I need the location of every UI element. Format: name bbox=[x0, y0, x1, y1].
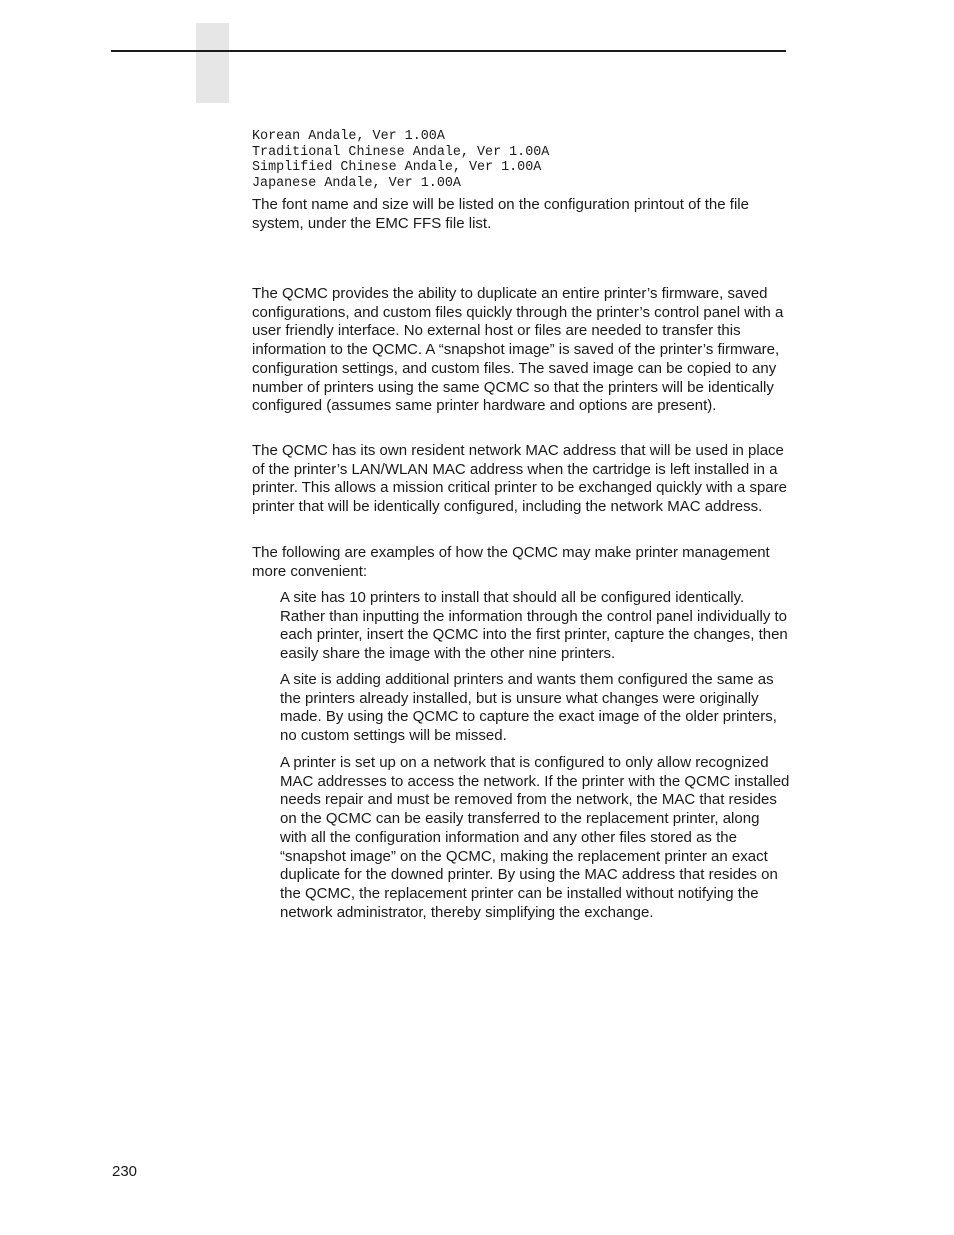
qcmc-intro-paragraph: The QCMC provides the ability to duplicate an entire printer’s firmware, saved configurations, and custom files quickly through the printer’s control panel with a user friendly interface. No external host or files are needed to transfer this information to the QCMC. A “snapshot image” is saved of the printer’s firmware, configuration settings, and custom files. The saved image can be copied to any number of printers using the same QCMC so that the printers will be identically configured (assumes same printer hardware and options are present). bbox=[252, 285, 784, 415]
font-list-item: Traditional Chinese Andale, Ver 1.00A bbox=[252, 144, 550, 160]
font-list bbox=[252, 129, 549, 191]
examples-intro-paragraph: The following are examples of how the QCMC may make printer management more convenient: bbox=[252, 544, 770, 580]
chapter-tab-marker bbox=[196, 23, 229, 103]
font-list-item: Japanese Andale, Ver 1.00A bbox=[252, 175, 461, 191]
example-item: A site has 10 printers to install that should all be configured identically. Rather than inputting the information through the control panel individually to each printer, insert the QCMC into the first printer, capture the changes, then easily share the image with the other nine printers. bbox=[280, 589, 788, 663]
config-note-paragraph: The font name and size will be listed on the configuration printout of the file system, under the EMC FFS file list. bbox=[252, 196, 749, 232]
qcmc-mac-paragraph: The QCMC has its own resident network MAC address that will be used in place of the printer’s LAN/WLAN MAC address when the cartridge is left installed in a printer. This allows a mission critical printer to be exchanged quickly with a spare printer that will be identically configured, including the network MAC address. bbox=[252, 442, 787, 516]
page-number: 230 bbox=[112, 1163, 138, 1180]
example-item: A site is adding additional printers and wants them configured the same as the printers already installed, but is unsure what changes were originally made. By using the QCMC to capture the exact image of the older printers, no custom settings will be missed. bbox=[280, 671, 777, 745]
font-list-item: Korean Andale, Ver 1.00A bbox=[252, 129, 445, 144]
example-item: A printer is set up on a network that is configured to only allow recognized MAC addresses to access the network. If the printer with the QCMC installed needs repair and must be removed from the network, the MAC that resides on the QCMC can be easily transferred to the replacement printer, along with all the configuration information and any other files stored as the “snapshot image” on the QCMC, making the replacement printer an exact duplicate for the downed printer. By using the MAC address that resides on the QCMC, the replacement printer can be installed without notifying the network administrator, thereby simplifying the exchange. bbox=[280, 754, 790, 921]
header-rule bbox=[111, 50, 786, 52]
font-list-item: Simplified Chinese Andale, Ver 1.00A bbox=[252, 160, 542, 175]
